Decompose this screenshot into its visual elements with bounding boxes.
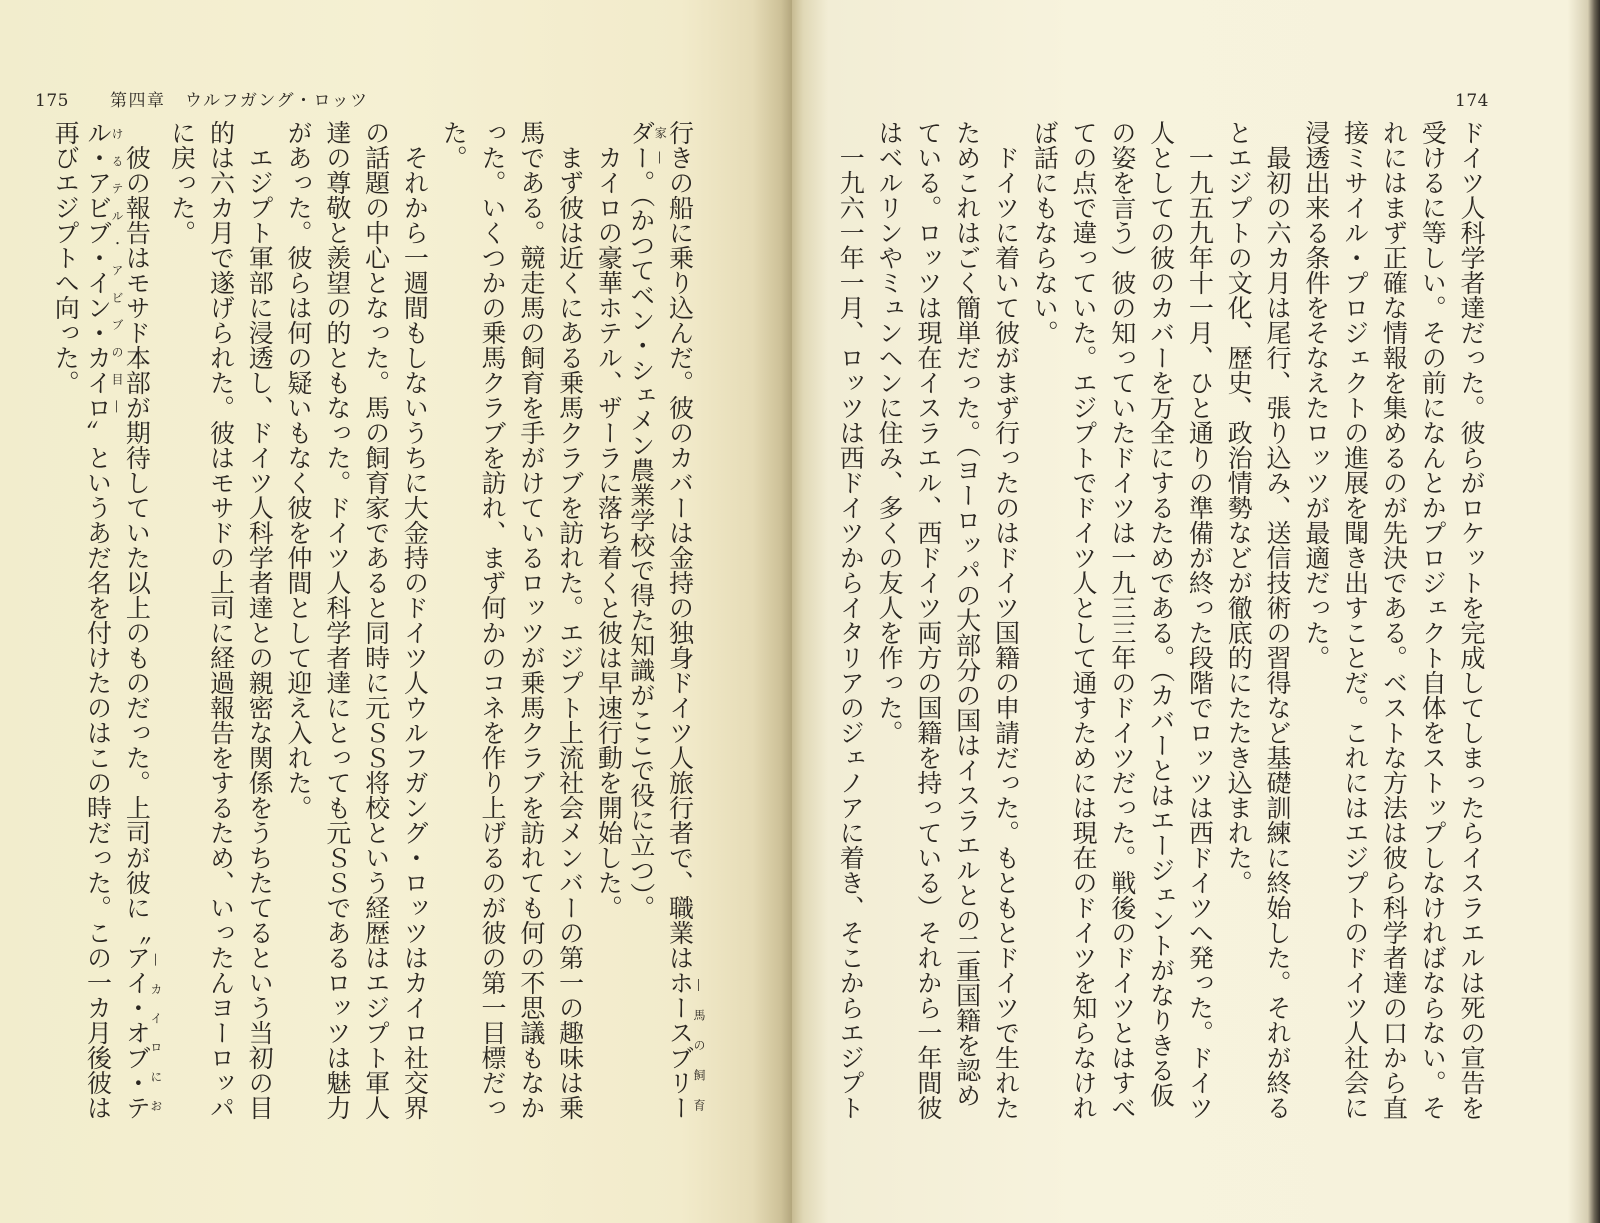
text-column: エジプト軍部に浸透し、ドイツ人科学者達との親密な関係をうちたてるという当初の目 [245,120,275,1120]
text-segment: 彼の報告はモサド本部が期待していた以上のものだった。上司が彼に〝 [122,120,152,945]
text-column: 浸透出来る条件をそなえたロッツが最適だった。 [1301,120,1331,670]
text-column: ドイツ人科学者達だった。彼らがロケットを完成してしまったらイスラエルは死の宣告を [1457,120,1486,1120]
ruby-annotated-word [665,970,706,1120]
ruby-annotated-word [83,120,125,420]
page-number: 175 [35,91,69,111]
text-column: 最初の六カ月は尾行、張り込み、送信技術の習得など基礎訓練に終始した。それが終る [1263,120,1293,1120]
ruby-text: けるテル・アビブの目― [110,120,125,420]
text-column: 一九六一年一月、ロッツは西ドイツからイタリアのジェノアに着き、そこからエジプト [836,120,866,1120]
text-block-left [45,120,705,1130]
ruby-text: ―カイロにお [148,945,163,1120]
text-column: があった。彼らは何の疑いもなく彼を仲間として迎え入れた。 [284,120,314,820]
ruby-base: アイ・オブ・テ [122,945,152,1120]
text-column: ためこれはごく簡単だった。（ヨーロッパの大部分の国はイスラエルとの二重国籍を認め [952,120,982,1108]
ruby-text: ―馬の飼育 [692,970,706,1120]
text-column: ての点で違っていた。エジプトでドイツ人として通すためには現在のドイツを知らなけれ [1069,120,1099,1120]
text-column: まず彼は近くにある乗馬クラブを訪れた。エジプト上流社会メンバーの第一の趣味は乗 [555,120,585,1120]
text-column: った。いくつかの乗馬クラブを訪れ、まず何かのコネを作り上げるのが彼の第一目標だっ [478,120,508,1120]
text-column: 人としての彼のカバーを万全にするためである。（カバーとはエージェントがなりきる仮 [1146,120,1176,1108]
ruby-text: 家― [653,120,668,170]
page-number: 174 [1455,91,1489,111]
left-page [0,0,792,1223]
text-column: ドイツに着いて彼がまず行ったのはドイツ国籍の申請だった。もともとドイツで生れた [991,120,1021,1120]
text-column: ば話にもならない。 [1030,120,1060,345]
text-column: の姿を言う）彼の知っていたドイツは一九三三年のドイツだった。戦後のドイツとはすべ [1107,120,1137,1120]
text-column: 接ミサイル・プロジェクトの進展を聞き出すことだ。これにはエジプトのドイツ人社会に [1340,120,1370,1120]
text-column [123,120,162,1130]
text-column: 再びエジプトへ向った。 [51,120,81,395]
text-column: れにはまず正確な情報を集めるのが先決である。ベストな方法は彼ら科学者達の口から直 [1379,120,1409,1120]
text-column: に戻った。 [167,120,197,245]
text-column: 一九五九年十一月、ひと通りの準備が終った段階でロッツは西ドイツへ発った。ドイツ [1185,120,1215,1120]
ruby-base: ホースブリー [665,970,695,1120]
text-column: 的は六カ月で遂げられた。彼はモサドの上司に経過報告をするため、いったんヨーロッパ [206,120,236,1120]
ruby-base: ル・アビブ・イン・カイロ [83,120,113,420]
ruby-base: ダー [626,120,656,170]
text-column: 受けるに等しい。その前になんとかプロジェクト自体をストップしなければならない。そ [1418,120,1448,1120]
text-segment: 行きの船に乗り込んだ。彼のカバーは金持の独身ドイツ人旅行者で、職業は [665,120,695,970]
text-column: カイロの豪華ホテル、ザーラに落ち着くと彼は早速行動を開始した。 [594,120,624,920]
text-column: 達の尊敬と羨望の的ともなった。ドイツ人科学者達にとっても元ＳＳであるロッツは魅力 [322,120,352,1120]
chapter-label: 第四章 [110,91,166,111]
text-column: ている。ロッツは現在イスラエル、西ドイツ両方の国籍を持っている）それから一年間彼 [913,120,943,1120]
text-column: た。 [439,120,469,170]
text-segment: 。（かつてベン・シェメン農業学校で得た知識がここで役に立つ）。 [626,170,656,920]
text-column: とエジプトの文化、歴史、政治情勢などが徹底的にたたき込まれた。 [1224,120,1254,895]
text-column [666,120,705,1130]
ruby-annotated-word [626,120,668,170]
text-segment: 〟というあだ名を付けたのはこの時だった。この一カ月後彼は [83,420,113,1120]
text-column: はベルリンやミュンヘンに住み、多くの友人を作った。 [875,120,905,745]
text-column: それから一週間もしないうちに大金持のドイツ人ウルフガング・ロッツはカイロ社交界 [400,120,430,1120]
right-page [792,0,1600,1223]
ruby-annotated-word [122,945,163,1120]
text-column: 馬である。競走馬の飼育を手がけているロッツが乗馬クラブを訪れても何の不思議もなか [516,120,546,1120]
chapter-title: ウルフガング・ロッツ [185,91,369,111]
text-column: の話題の中心となった。馬の飼育家であると同時に元ＳＳ将校という経歴はエジプト軍人 [361,120,391,1120]
text-block-right [830,120,1490,1130]
